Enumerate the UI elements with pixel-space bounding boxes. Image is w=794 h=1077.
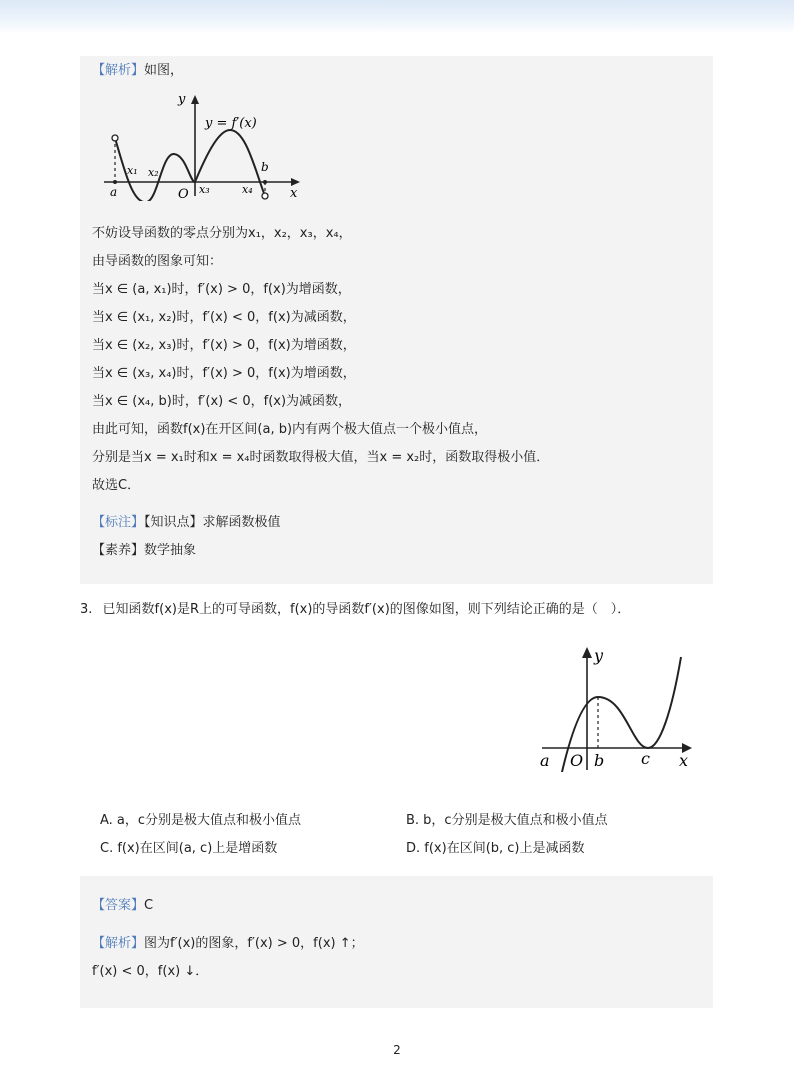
- question-3-stem: [80, 601, 630, 619]
- analysis-line: 分别是当x = x₁时和x = x₄时函数取得极大值，当x = x₂时，函数取得极小值．: [92, 450, 550, 465]
- answer-box: [80, 876, 713, 1008]
- analysis-line: 当x ∈ (x₂, x₃)时，f′(x) > 0，f(x)为增函数，: [92, 338, 356, 353]
- note-tag: 【标注】: [92, 515, 145, 530]
- graph1-origin-label: O: [178, 187, 189, 201]
- answer-value: C: [144, 898, 154, 913]
- analysis-line: 当x ∈ (a, x₁)时，f′(x) > 0，f(x)为增函数，: [92, 282, 351, 297]
- analysis-line: 故选C．: [92, 478, 141, 493]
- graph1-x4-label: x₄: [242, 183, 253, 196]
- analysis-line: 不妨设导函数的零点分别为x₁，x₂，x₃，x₄，: [92, 226, 352, 241]
- graph1-x-label: x: [290, 186, 298, 201]
- graph1-x3-label: x₃: [199, 183, 210, 196]
- answer-analysis-line-2: f′(x) < 0，f(x) ↓．: [92, 964, 209, 979]
- question-text: 已知函数f(x)是R上的可导函数，f(x)的导函数f′(x)的图像如图，则下列结论正确的是（ ）．: [102, 602, 631, 617]
- literacy-tag: 【素养】: [92, 543, 145, 558]
- graph3-c-label: c: [641, 749, 650, 768]
- option-a[interactable]: A. a，c分别是极大值点和极小值点: [100, 813, 302, 828]
- literacy-line: [92, 542, 196, 560]
- note-line: [92, 514, 281, 532]
- answer-analysis-tag: 【解析】: [92, 936, 145, 951]
- answer-tag: 【答案】: [92, 898, 145, 913]
- analysis-intro: 如图，: [144, 63, 184, 78]
- derivative-graph-1: [98, 86, 313, 201]
- graph1-x2-label: x₂: [148, 166, 159, 179]
- graph3-y-label: y: [594, 646, 604, 665]
- graph3-b-label: b: [594, 751, 605, 770]
- analysis-box-1: [80, 56, 713, 584]
- graph3-a-label: a: [540, 751, 550, 770]
- graph1-y-label: y: [178, 92, 186, 107]
- derivative-graph-3: [535, 640, 697, 772]
- page-number: 2: [393, 1043, 401, 1057]
- question-number: 3.: [80, 602, 93, 617]
- option-c[interactable]: C. f(x)在区间(a, c)上是增函数: [100, 841, 278, 856]
- graph1-x1-label: x₁: [127, 164, 138, 177]
- answer-line: [92, 897, 153, 915]
- answer-analysis-line: [92, 935, 364, 953]
- analysis-line: 由此可知，函数f(x)在开区间(a, b)内有两个极大值点一个极小值点，: [92, 422, 488, 437]
- analysis-line: 当x ∈ (x₄, b)时，f′(x) < 0，f(x)为减函数，: [92, 394, 352, 409]
- graph1-b-label: b: [261, 160, 269, 174]
- graph3-origin-label: O: [570, 751, 584, 770]
- graph1-a-label: a: [110, 185, 118, 199]
- analysis-line: 当x ∈ (x₁, x₂)时，f′(x) < 0，f(x)为减函数，: [92, 310, 356, 325]
- analysis-line: 由导函数的图象可知：: [92, 254, 223, 269]
- answer-analysis-text: 图为f′(x)的图象，f′(x) > 0，f(x) ↑；: [144, 936, 364, 951]
- option-d[interactable]: D. f(x)在区间(b, c)上是减函数: [406, 841, 585, 856]
- analysis-line: 当x ∈ (x₃, x₄)时，f′(x) > 0，f(x)为增函数，: [92, 366, 356, 381]
- literacy-text: 数学抽象: [144, 543, 197, 558]
- option-b[interactable]: B. b，c分别是极大值点和极小值点: [406, 813, 608, 828]
- header-band: [0, 0, 794, 34]
- graph1-func-label: y = f′(x): [205, 116, 257, 131]
- note-text: 【知识点】求解函数极值: [144, 515, 281, 530]
- analysis-tag: 【解析】: [92, 63, 145, 78]
- graph3-x-label: x: [679, 751, 689, 770]
- analysis-heading: [92, 62, 183, 80]
